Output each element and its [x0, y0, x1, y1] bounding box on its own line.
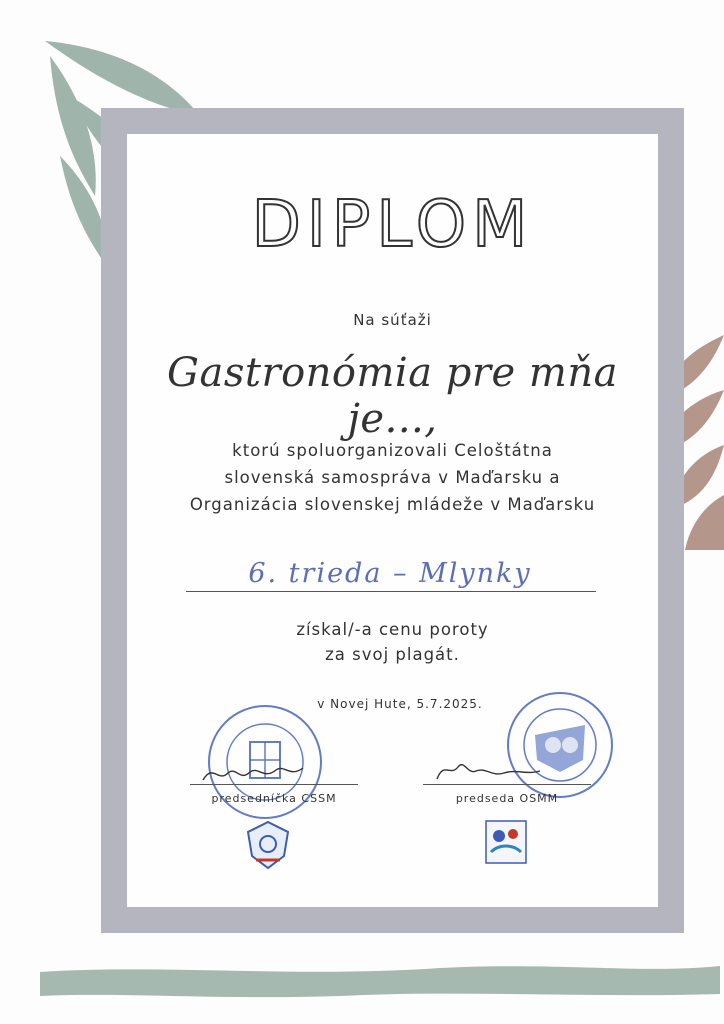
- cssm-logo-icon: [246, 820, 290, 870]
- organizers-line: Organizácia slovenskej mládeže v Maďarsku: [189, 495, 596, 514]
- organizers-text: [127, 437, 658, 518]
- organizers-line: slovenská samospráva v Maďarsku a: [224, 468, 561, 487]
- award-text: [127, 617, 658, 667]
- brush-stripe-decoration: [40, 960, 720, 1000]
- signature-label-left: predsedníčka CSSM: [211, 792, 337, 805]
- organizers-line: ktorú spoluorganizovali Celoštátna: [232, 441, 553, 460]
- award-line: získal/-a cenu poroty: [296, 620, 489, 639]
- signature-right: [432, 755, 542, 785]
- signature-line-left: [190, 784, 358, 785]
- diploma-title: DIPLOM: [251, 188, 534, 262]
- intro-text: Na súťaži: [353, 311, 432, 329]
- place-date: v Novej Hute, 5.7.2025.: [317, 697, 483, 711]
- award-line: za svoj plagát.: [325, 645, 460, 664]
- signature-label-right: predseda OSMM: [455, 792, 559, 805]
- winner-name: 6. trieda – Mlynky: [248, 558, 532, 589]
- signature-line-right: [423, 784, 591, 785]
- osmm-logo-icon: [485, 820, 527, 864]
- competition-name: Gastronómia pre mňa je...,: [167, 350, 618, 442]
- winner-underline: [186, 591, 596, 592]
